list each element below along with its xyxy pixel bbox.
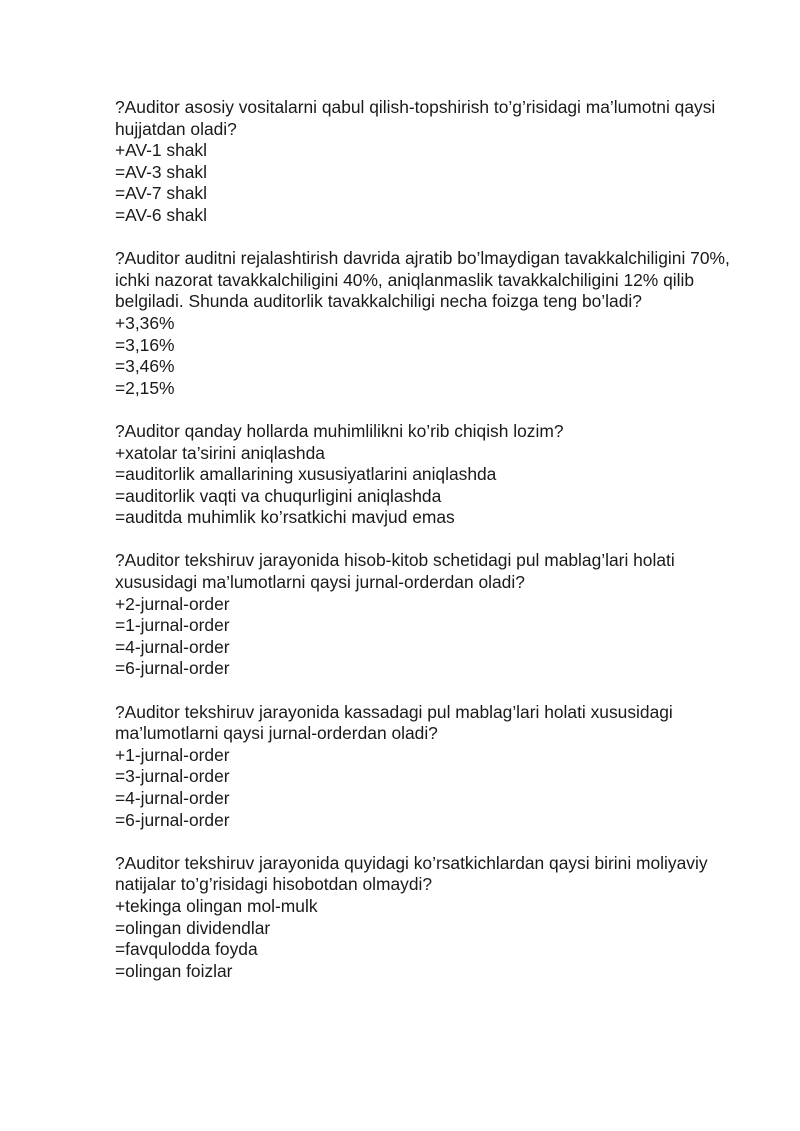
answer-option: =olingan foizlar bbox=[115, 960, 233, 981]
question-block bbox=[115, 97, 755, 227]
answer-list bbox=[115, 594, 755, 680]
answer-option: =4-jurnal-order bbox=[115, 788, 230, 808]
question-text: ?Auditor tekshiruv jarayonida quyidagi ko’rsatkichlardan qaysi birini moliyaviy natijalar to’g’risidagi hisobotdan olmaydi? bbox=[115, 852, 708, 895]
question-block bbox=[115, 421, 755, 529]
question-text: ?Auditor asosiy vositalarni qabul qilish-topshirish to’g’risidagi ma’lumotni qaysi hujjatdan oladi? bbox=[115, 97, 716, 139]
answer-option: =6-jurnal-order bbox=[115, 809, 230, 830]
answer-option: +2-jurnal-order bbox=[115, 593, 230, 614]
answer-option: =1-jurnal-order bbox=[115, 615, 230, 636]
answer-option: =AV-7 shakl bbox=[115, 183, 207, 204]
question-text: ?Auditor qanday hollarda muhimlilikni ko’rib chiqish lozim? bbox=[115, 420, 564, 441]
answer-option: +3,36% bbox=[115, 312, 175, 333]
answer-option: +AV-1 shakl bbox=[115, 140, 207, 161]
answer-option: =auditorlik vaqti va chuqurligini aniqlashda bbox=[115, 485, 442, 506]
question-block bbox=[115, 248, 755, 399]
answer-option: =4-jurnal-order bbox=[115, 636, 230, 657]
answer-option: =3,16% bbox=[115, 334, 175, 355]
question-block bbox=[115, 853, 755, 983]
question-block bbox=[115, 702, 755, 832]
question-block bbox=[115, 550, 755, 680]
question-text: ?Auditor auditni rejalashtirish davrida ajratib bo’lmaydigan tavakkalchiligini 70%, ichki nazorat tavakkalchiligini 40%, aniqlanmaslik tavakkalchiligini 12% qilib belgiladi. Shunda auditorlik tavakkalchiligi necha foizga teng bo’ladi? bbox=[115, 248, 730, 312]
answer-option: =6-jurnal-order bbox=[115, 658, 230, 679]
answer-list bbox=[115, 443, 755, 529]
answer-option: =3,46% bbox=[115, 356, 175, 377]
document-page bbox=[115, 97, 755, 1004]
answer-option: =2,15% bbox=[115, 377, 175, 398]
answer-option: =olingan dividendlar bbox=[115, 917, 271, 938]
answer-option: +xatolar ta’sirini aniqlashda bbox=[115, 442, 325, 463]
answer-list bbox=[115, 140, 755, 226]
answer-option: =auditda muhimlik ko’rsatkichi mavjud emas bbox=[115, 507, 455, 528]
answer-option: +tekinga olingan mol-mulk bbox=[115, 895, 318, 916]
question-text: ?Auditor tekshiruv jarayonida hisob-kitob schetidagi pul mablag’lari holati xususidagi ma’lumotlarni qaysi jurnal-orderdan oladi? bbox=[115, 550, 675, 593]
answer-option: =AV-3 shakl bbox=[115, 161, 207, 182]
answer-option: +1-jurnal-order bbox=[115, 744, 230, 765]
answer-option: =3-jurnal-order bbox=[115, 766, 230, 787]
answer-list bbox=[115, 313, 755, 399]
answer-option: =AV-6 shakl bbox=[115, 204, 207, 225]
answer-list bbox=[115, 745, 755, 831]
question-text: ?Auditor tekshiruv jarayonida kassadagi pul mablag’lari holati xususidagi ma’lumotlarni qaysi jurnal-orderdan oladi? bbox=[115, 701, 673, 744]
answer-list bbox=[115, 896, 755, 982]
answer-option: =favqulodda foyda bbox=[115, 939, 258, 960]
answer-option: =auditorlik amallarining xususiyatlarini aniqlashda bbox=[115, 464, 497, 485]
